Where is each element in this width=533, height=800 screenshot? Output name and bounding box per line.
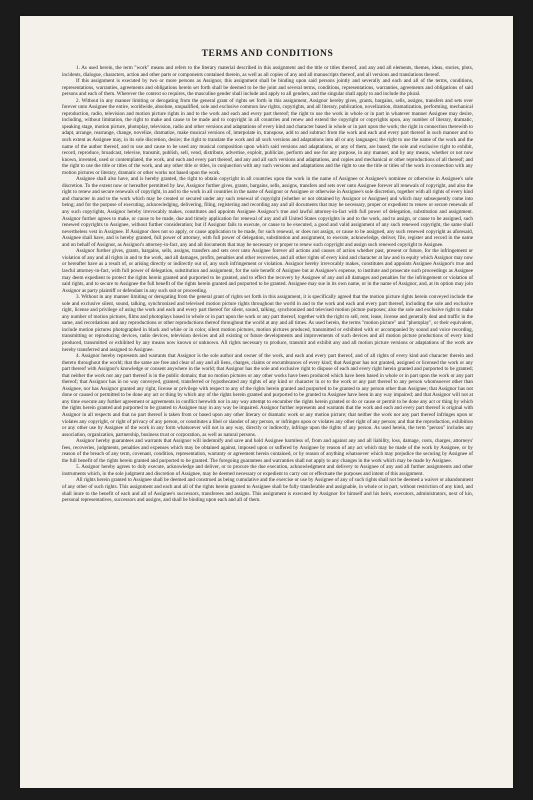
paragraph-causes-of-action: Assignor further gives, grants, bargains, sells, assigns, transfers and sets over unto Assignee forever all actions and causes of action whether past, present or future, for the infringement or violation of any and all rights in and to the work, and all damages, profits, penalties and other recoveries, and all other rights of every kind and character at law and in equity which Assignor may now or hereafter have as a result of, or arising directly or indirectly out of, any such infringement or violation. Assignor hereby irrevocably makes, constitutes and appoints Assignee Assignor's true and lawful attorney-in-fact, with full power of delegation, substitution and assignment, for the sole benefit of Assignee but at Assignee's expense, to institute and prosecute such proceedings as Assignee may deem expedient to protect the rights herein granted and purported to be granted, and to effect the recovery by Assignee of any and all damages and penalties for the infringement or violation of said rights, and to secure to Assignee the full benefit of the rights herein granted and purported to be granted. Assignee may sue in its own name, or in the name of Assignor, and, at its option may join Assignor as party plaintiff or defendant in any such suit or proceeding.: [62, 248, 473, 294]
paragraph-copyright-renewal: Assignee shall also have, and is hereby granted, the right to obtain copyright in all countries upon the work in the name of Assignee or Assignee's nominee or otherwise in Assignee's sole discretion. To the extent now or hereafter permitted by law, Assignor further gives, grants, bargains, sells, assigns, transfers and sets over unto Assignee forever all renewals of copyright, and also the right to renew and secure renewals of copyright, in and to the work in all countries in the name of Assignor or Assignee or otherwise in Assignee's sole discretion, together with all rights of every kind and character in and to the work which may be created or secured under any such renewal of copyright (whether or not obtained by Assignor or Assignee) and which may subsequently come into being; and for the purpose of executing, acknowledging, delivering, filing, registering and recording any and all documents that may be necessary, proper or expedient to renew or secure renewals of any such copyrights, Assignor hereby irrevocably makes, constitutes and appoints Assignee Assignor's true and lawful attorney-in-fact with full power of delegation, substitution and assignment. Assignor further agrees to make, or cause to be made, due and timely application for renewal of any and all United States copyrights in and to the work, and to assign, or cause to be assigned, such renewed copyrights to Assignee, without further consideration; but if Assignor fails to execute, or cause to be executed, a good and valid assignment of any such renewed copyright, the same shall nevertheless vest in Assignee. If Assignor does not so apply, or cause application to be made, for such renewal, or does not assign, or cause to be assigned, any such renewed copyright as aforesaid, Assignee shall have, and is hereby granted, full power of attorney, with full power of delegation, substitution and assignment, to execute, acknowledge, deliver, file, register and record in the name and on behalf of Assignor, as Assignor's attorney-in-fact, any and all documents that may be necessary or proper to renew such copyright and assign such renewed copyright to Assignee.: [62, 176, 473, 248]
paragraph-indemnity: Assignor hereby guarantees and warrants that Assignor will indemnify and save and hold Assignee harmless of, from and against any and all liability, loss, damage, costs, charges, attorneys' fees, recoveries, judgments, penalties and expenses which may be obtained against, imposed upon or suffered by Assignee by reason of any act which may be made of the work by Assignee, or by reason of the breach of any term, covenant, condition, representation, warranty or agreement herein contained, or by reason of anything whatsoever which may prejudice the securing by Assignee of the full benefit of the rights herein granted and purported to be granted. The foregoing guarantees and warranties shall not apply to any changes in the work which may be made by Assignee.: [62, 438, 473, 464]
paragraph-5-further-assurances: 5. Assignor hereby agrees to duly execute, acknowledge and deliver, or to procure the due execution, acknowledgment and delivery to Assignee of any and all further assignments and other instruments which, in the sole judgment and discretion of Assignee, may be deemed necessary or expedient to carry out or effectuate the purposes and intent of this assignment.: [62, 464, 473, 477]
document-sheet: [20, 16, 513, 788]
paragraph-joint-assignors: If this assignment is executed by two or more persons as Assignor, this assignment shall be binding upon said persons jointly and severally and each and all of the terms, conditions, representations, warranties, agreements and obligations herein set forth shall be deemed to be the joint and several terms, conditions, representations, warranties, agreements and obligations of said persons and each of them. Wherever the context so requires, the masculine gender shall include and apply to all genders, and the singular shall apply to and include the plural.: [62, 78, 473, 98]
document-body: [62, 49, 473, 762]
paragraph-cumulative-rights: All rights herein granted to Assignee shall be deemed and construed as being cumulative and the exercise or use by Assignee of any of such rights shall not be deemed a waiver or abandonment of any other of such rights. This assignment and each and all of the rights herein granted to Assignee shall be fully transferable and assignable, in whole or in part, without restriction of any kind, and shall inure to the benefit of each and all of Assignee's successors, transferees and assigns. This assignment is executed by Assignor for himself and his heirs, executors, administrators, next of kin, personal representatives, successors and assigns, and shall be binding upon each and all of them.: [62, 477, 473, 504]
document-title: TERMS AND CONDITIONS: [201, 49, 334, 59]
paragraph-1-definition: 1. As used herein, the term "work" means and refers to the literary material described in this assignment and the title or titles thereof, and any and all elements, themes, ideas, stories, plots, incidents, dialogue, characters, action and other parts or components contained therein, as well as all copies of any and all manuscripts thereof, and all versions and translations thereof.: [62, 65, 473, 78]
paragraph-4-warranties: 4. Assignor hereby represents and warrants that Assignor is the sole author and owner of the work, and each and every part thereof, and of all rights of every kind and character therein and thereto throughout the world; that the same are free and clear of any and all liens, charges, claims or encumbrances of every kind; that Assignor has not granted, assigned or licensed the work or any part thereof with Assignor's knowledge or consent anywhere in the world; that Assignor has the sole and exclusive right to dispose of each and every right herein granted and purported to be granted; that neither the work nor any part thereof is in the public domain; that no motion pictures or any other works have been produced which have been based in whole or in part upon the work or any part thereof; that Assignor has in no way conveyed, granted, transferred or hypothecated any rights of any kind or character in or to the work or any part thereof to any person whomsoever other than Assignee, nor has Assignor granted any right, license or privilege with respect to any of the rights herein granted and purported to be granted to any person other than Assignee; that Assignor has not done or caused or permitted to be done any act or thing by which any of the rights herein granted and purported to be granted to Assignee have been in any way impaired; and that Assignor will not at any time execute any further agreement or agreements in conflict herewith nor in any way attempt to encumber the rights herein granted or do or cause or permit to be done any act or thing by which the rights herein granted and purported to be granted to Assignee may in any way be impaired. Assignor further represents and warrants that the work and each and every part thereof is original with Assignor in all respects and that no part thereof is taken from or based upon any other literary or dramatic work or any motion picture; that neither the work nor any part thereof infringes upon or violates any copyright, or right of privacy of any person, or constitutes a libel or slander of any person, or infringes upon or violates any other right of any person; and that the reproduction, exhibition or any other use by Assignee of the work in any form whatsoever will not in any way, directly or indirectly, infringe upon the rights of any person. As used herein, the term "person" includes any association, organization, partnership, business trust or corporation, as well as natural persons.: [62, 353, 473, 438]
paragraph-3-motion-picture-rights: 3. Without in any manner limiting or derogating from the general grant of rights set forth in this assignment, it is specifically agreed that the motion picture rights herein conveyed include the sole and exclusive silent, sound, talking, synchronized and televised motion picture rights throughout the world in and to the work and each and every part thereof, including the sole and exclusive right, license and privilege of using the work and each and every part thereof for silent, sound, talking, synchronized and televised motion picture purposes; also the sole and exclusive right to make any number of motion pictures, films and photoplays based in whole or in part upon the work or any part thereof, together with the right to sell, rent, lease, license and generally deal and traffic in the same, and recordations and any reproductions or other reproductions thereof throughout the world at any and all times. As used herein, the terms "motion picture" and "photoplay", or their equivalent, include motion pictures photographed in black and white or in color, silent motion pictures, motion pictures produced, transmitted or exhibited with or accompanied by sound and voice recording, transmitting or reproducing devices, radio devices, television devices and all existing or future developments and improvements of such devices and all motion picture productions of every kind produced, transmitted or exhibited by any means now known or unknown. All rights necessary to produce, transmit and exhibit any and all motion picture versions or adaptations of the work are hereby transferred and assigned to Assignee.: [62, 294, 473, 353]
paragraph-2-grant-of-rights: 2. Without in any manner limiting or derogating from the general grant of rights set forth in this assignment, Assignor hereby gives, grants, bargains, sells, assigns, transfers and sets over forever unto Assignee the entire, worldwide, absolute, unqualified, sole and exclusive common law rights, copyrights, and all literary, publication, novelization, dramatization, performing, mechanical reproduction, radio, television and motion picture rights in and to the work and each and every part thereof; the right to use the work in whole or in part in whatever manner Assignee may desire, including, without limitation, the right to make and cause to be made and to copyright in all countries and renew and extend the copyright or copyrights upon, any number of literary, dramatic, speaking stage, motion picture, photoplay, television, radio and other versions and adaptations of every kind and character based in whole or in part upon the work; the right in connection therewith to adapt, arrange, rearrange, change, novelize, dramatize, make musical versions of, interpolate in, transpose, add to and subtract from the work and each and every part thereof in such manner and to such extent as Assignee may, in its sole discretion, desire; the right to translate the work and all such versions and adaptations into all or any languages; the right to use the name of the work and the name of the author thereof, and to use and cause to be used any musical composition upon which said versions and adaptations, or any of them, are based; the sole and exclusive right to exhibit, record, reproduce, broadcast, televise, transmit, publish, sell, vend, distribute, advertise, exploit, publicize, perform and use for any purpose, in any manner, and by any means, whether or not now known, invented, used or contemplated, the work, and each and every part thereof, and any and all such versions and adaptations, and copies and mechanical or other reproductions of all thereof; and the right to use the title or titles of the work, and any other title or titles, in conjunction with any such versions and adaptations and the right to use the title or titles of the work in connection with any motion pictures or literary, dramatic or other works not based upon the work.: [62, 97, 473, 176]
